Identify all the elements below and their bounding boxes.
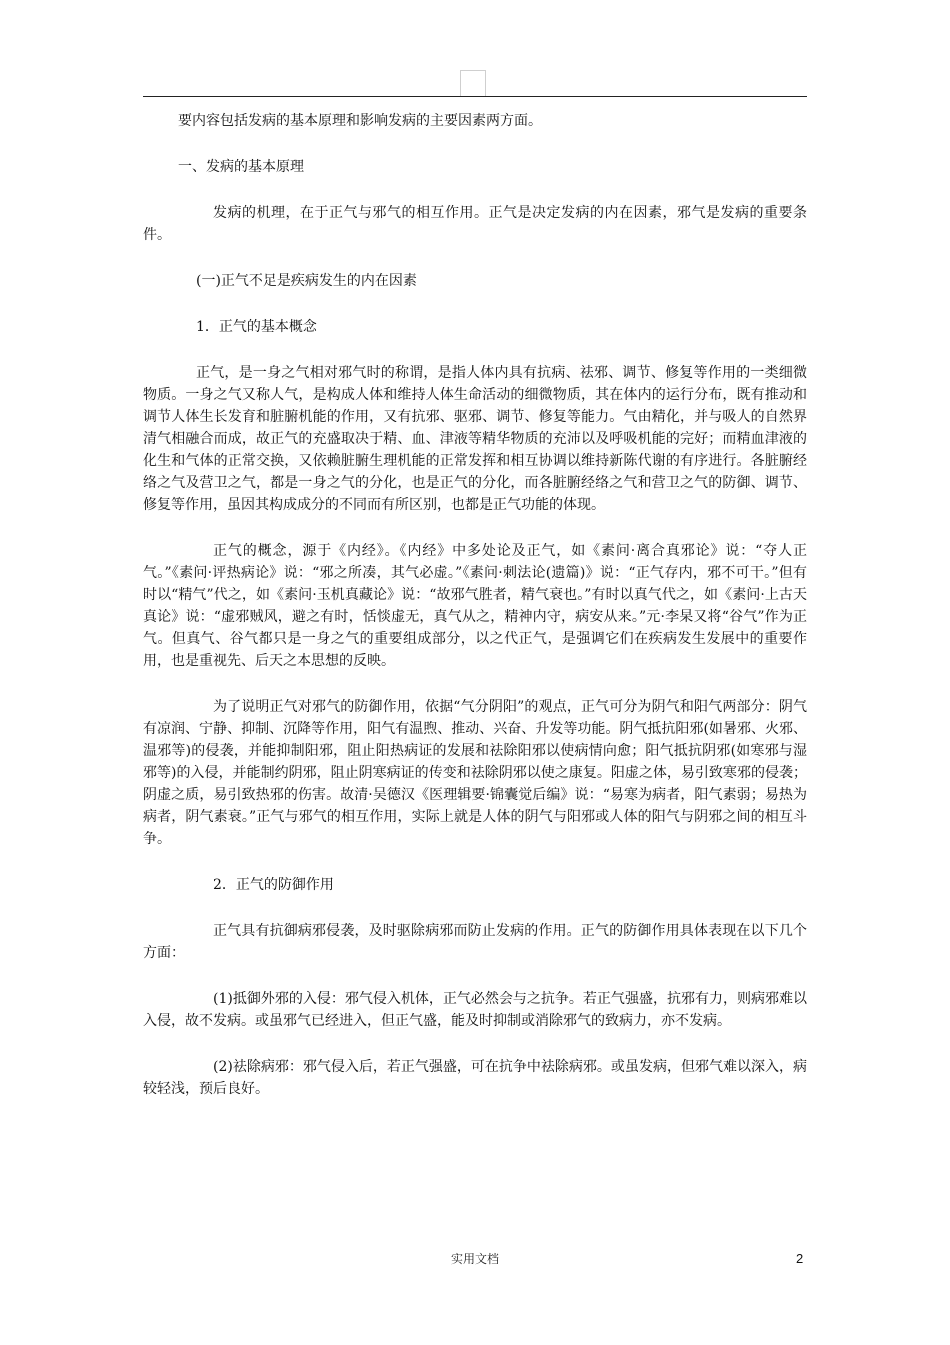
section-heading-1: 一、发病的基本原理 [178, 159, 304, 175]
subsection-heading-1: (一)正气不足是疾病发生的内在因素 [196, 273, 417, 289]
document-body [143, 110, 807, 1100]
paragraph-expel: (2)祛除病邪：邪气侵入后，若正气强盛，可在抗争中祛除病邪。或虽发病，但邪气难以深入，病较轻浅，预后良好。 [143, 1059, 807, 1097]
paragraph-mechanism: 发病的机理，在于正气与邪气的相互作用。正气是决定发病的内在因素，邪气是发病的重要条件。 [143, 205, 807, 243]
item-heading-2: 2．正气的防御作用 [213, 877, 334, 893]
paragraph-concept: 正气，是一身之气相对邪气时的称谓，是指人体内具有抗病、祛邪、调节、修复等作用的一类细微物质。一身之气又称人气，是构成人体和维持人体生命活动的细微物质，其在体内的运行分布，既有推动和调节人体生长发育和脏腑机能的作用，又有抗邪、驱邪、调节、修复等能力。气由精化，并与吸人的自然界清气相融合而成，故正气的充盛取决于精、血、津液等精华物质的充沛以及呼吸机能的完好；而精血津液的化生和气体的正常交换，又依赖脏腑生理机能的正常发挥和相互协调以维持新陈代谢的有序进行。各脏腑经络之气及营卫之气，都是一身之气的分化，也是正气的分化，而各脏腑经络之气和营卫之气的防御、调节、修复等作用，虽因其构成成分的不同而有所区别，也都是正气功能的体现。 [143, 365, 807, 513]
item-heading-1: 1．正气的基本概念 [196, 319, 317, 335]
page-number: 2 [796, 1251, 804, 1266]
paragraph-yinyang: 为了说明正气对邪气的防御作用，依据“气分阴阳”的观点，正气可分为阴气和阳气两部分：阴气有凉润、宁静、抑制、沉降等作用，阳气有温煦、推动、兴奋、升发等功能。阴气抵抗阳邪(如暑邪、火邪、温邪等)的侵袭，并能抑制阳邪，阻止阳热病证的发展和祛除阳邪以使病情向愈；阳气抵抗阴邪(如寒邪与湿邪等)的入侵，并能制约阴邪，阻止阴寒病证的传变和祛除阴邪以使之康复。阳虚之体，易引致寒邪的侵袭；阴虚之质，易引致热邪的伤害。故清·吴德汉《医理辑要·锦囊觉后编》说：“易寒为病者，阳气素弱；易热为病者，阴气素衰。”正气与邪气的相互作用，实际上就是人体的阴气与阳邪或人体的阳气与阴邪之间的相互斗争。 [143, 699, 807, 847]
paragraph-resist: (1)抵御外邪的入侵：邪气侵入机体，正气必然会与之抗争。若正气强盛，抗邪有力，则病邪难以入侵，故不发病。或虽邪气已经进入，但正气盛，能及时抑制或消除邪气的致病力，亦不发病。 [143, 991, 807, 1029]
header-mark [460, 70, 486, 96]
header-rule [143, 96, 807, 97]
paragraph-origin: 正气的概念，源于《内经》。《内经》中多处论及正气，如《素问·离合真邪论》说：“夺人正气。”《素问·评热病论》说：“邪之所凑，其气必虚。”《素问·刺法论(遗篇)》说：“正气存内，邪不可干。”但有时以“精气”代之，如《素问·玉机真藏论》说：“故邪气胜者，精气衰也。”有时以真气代之，如《素问·上古天真论》说：“虚邪贼风，避之有时，恬惔虚无，真气从之，精神内守，病安从来。”元·李杲又将“谷气”作为正气。但真气、谷气都只是一身之气的重要组成部分，以之代正气，是强调它们在疾病发生发展中的重要作用，也是重视先、后天之本思想的反映。 [143, 543, 807, 669]
intro-text: 要内容包括发病的基本原理和影响发病的主要因素两方面。 [178, 113, 542, 129]
paragraph-defense: 正气具有抗御病邪侵袭，及时驱除病邪而防止发病的作用。正气的防御作用具体表现在以下几个方面： [143, 923, 807, 961]
footer-label: 实用文档 [450, 1252, 499, 1266]
